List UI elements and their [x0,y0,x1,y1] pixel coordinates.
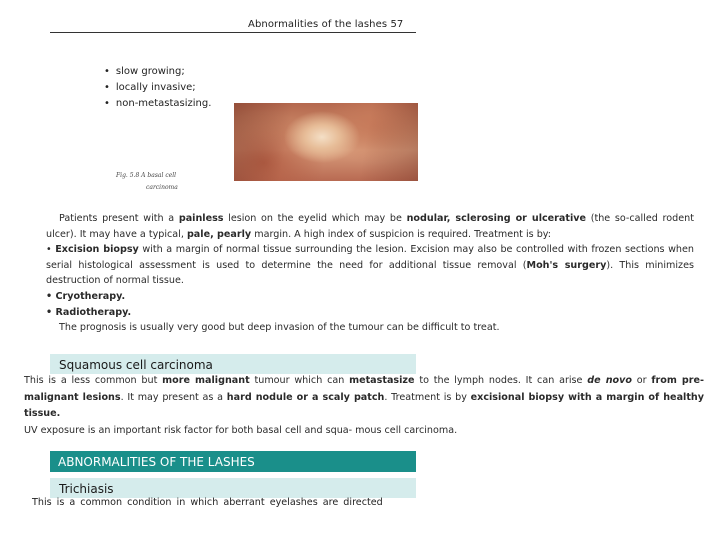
text-run: with a margin of normal tissue surrounding the lesion. Excision may also be controlled with frozen sections when serial histological assessment is used to determine the need for additional tissue removal ( [46,244,694,271]
treatment-item: • Cryotherapy. [46,290,126,302]
section-title: Trichiasis [59,482,114,496]
caption-line-1: Fig. 5.8 A basal cell [116,172,177,179]
text-run: more malignant [162,375,250,386]
text-run: painless [178,213,224,224]
list-item: • slow growing; [104,64,211,80]
text-run: Radiotherapy. [55,306,132,318]
paragraph-presentation [46,211,694,242]
treatment-item: • Excision biopsy with a margin of normal tissue surrounding the lesion. Excision may also be controlled with frozen sections when serial histological assessment is used to determine the need for additional tissue removal (Moh's surgery). This minimizes destruction of normal tissue. [46,244,694,287]
section-heading-squamous [50,354,416,374]
paragraph-prognosis: The prognosis is usually very good but deep invasion of the tumour can be difficult to treat. [59,322,500,334]
list-item: • locally invasive; [104,80,211,96]
section-title: Squamous cell carcinoma [59,358,213,372]
text-run: margin. A high index of suspicion is required. Treatment is by: [251,228,552,240]
chapter-title: ABNORMALITIES OF THE LASHES [58,455,255,469]
text-run: lesion on the eyelid which may be [223,213,407,224]
text-run: (the so-called rodent ulcer). It may have a typical, [46,213,694,240]
text-run: excisional biopsy with a margin of healthy tissue [24,391,704,419]
treatment-item: • Radiotherapy. [46,306,132,318]
text-run: or [631,375,652,386]
tumour-features-list [104,64,211,112]
header-rule [50,32,416,33]
running-header: Abnormalities of the lashes 57 [248,19,404,30]
text-run: This is a less common but [24,375,163,386]
text-run: de novo [587,375,632,386]
text-run: . [56,408,61,419]
paragraph-squamous [24,373,704,423]
text-run: ). This minimizes destruction of normal tissue. [46,259,694,287]
trichiasis-text: This is a common condition in which aberrant eyelashes are directed [32,497,383,508]
text-run: . It may present as a [120,391,227,403]
caption-line-2: carcinoma [146,184,178,191]
text-run: Excision biopsy [55,244,139,256]
text-run: to the lymph nodes. It can arise [414,375,588,386]
figure-photo-basal-cell-carcinoma [234,103,418,181]
text-run: hard nodule or a scaly patch [226,391,385,403]
text-run: Patients present with a [59,213,179,224]
section-heading-trichiasis [50,478,416,498]
text-run: pale, pearly [186,228,252,240]
text-run: from pre-malignant lesions [24,375,705,403]
chapter-heading-bar [50,451,416,472]
figure-caption [116,170,178,194]
text-run: Moh's surgery [526,259,607,271]
text-run: tumour which can [249,375,350,386]
text-run: Cryotherapy. [55,290,126,302]
basal-cell-text [46,211,694,336]
text-run: metastasize [349,375,415,386]
text-run: nodular, sclerosing or ulcerative [406,213,587,224]
list-item: • non-metastasizing. [104,96,211,112]
text-run: . Treatment is by [384,391,471,403]
squamous-cell-text [24,373,704,439]
paragraph-uv-risk: UV exposure is an important risk factor for both basal cell and squa- mous cell carcinoma. [24,424,458,436]
